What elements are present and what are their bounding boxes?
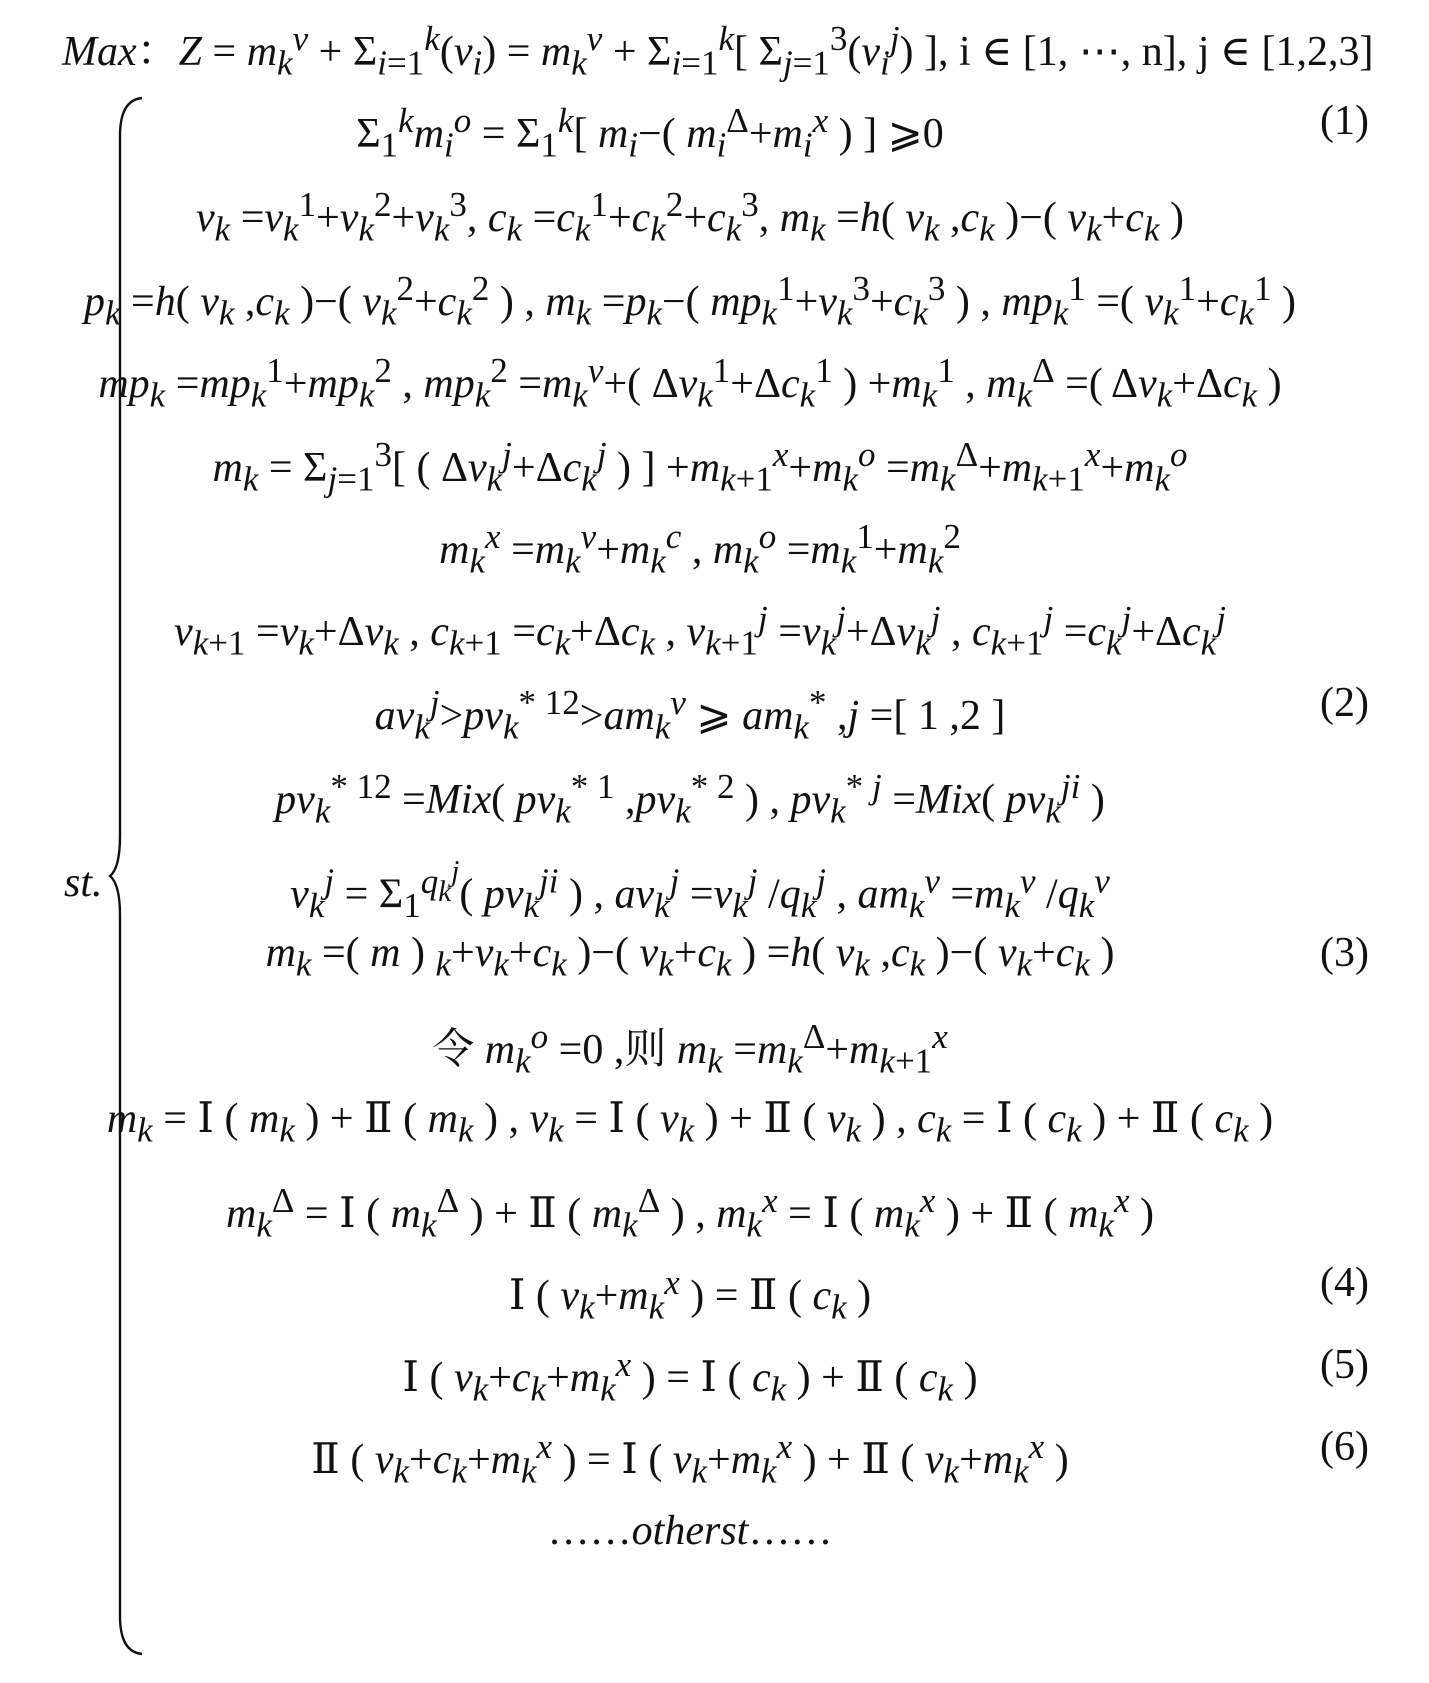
equation-number-2: (2) [1320, 680, 1369, 726]
constraint-3: $p_k =h$( $v_k$ $,c_k$ )−( $v_k^2+c_k^2$ ) , $m_k =p_k-$( $mp_k^1+v_k^3+c_k^3$ ) , $mp_k^1$ =( $v_k^1+c_k^1$ ) [83, 269, 1297, 333]
subject-to-label: st. [64, 860, 103, 906]
equation-number-3: (3) [1320, 930, 1369, 976]
constraint-14: $m_k^\Delta$ = Ⅰ ( $m_k^\Delta$ ) + Ⅱ ( $m_k^\Delta$ ) , $m_k^x$ = Ⅰ ( $m_k^x$ ) + Ⅱ ( $m_k^x$ ) [226, 1181, 1154, 1245]
objective-max: Max [62, 29, 137, 75]
objective-function: Max：$Z = m_k^v + \Sigma_{i=1}^k(v_i) = m_k^v + \Sigma_{i=1}^k$[ $\Sigma_{j=1}^3(v_i^j)$ ], i ∈ [1, ⋯, n], j ∈ [1,2,3] [62, 19, 1374, 83]
constraint-9: $pv_k^{* 12} =Mix$( $pv_k^{* 1}$ $,pv_k^{* 2}$ ) , $pv_k^{* j} =Mix$( $pv_k^{ji}$ ) [275, 767, 1105, 831]
constraint-8: $av_k^j>pv_k^{* 12}>am_k^v$ ⩾ $am_k^*$ ,j =[ 1 ,2 ] [374, 683, 1006, 747]
constraint-11: $m_k$ =( m ) $_k+v_k+c_k$ )−( $v_k+c_k$ ) =h( $v_k$ $,c_k$ )−( $v_k+c_k$ ) [265, 930, 1115, 984]
constraint-10: $v_k^j = \Sigma_1^{q_k^j}$( $pv_k^{ji}$ ) , $av_k^j =v_k^j$ $/q_k^j$ , $am_k^v =m_k^v$ $/q_k^v$ [290, 855, 1110, 926]
objective-index-ranges: , i ∈ [1, ⋯, n], j ∈ [1,2,3] [938, 29, 1374, 75]
constraint-6: $m_k^x =m_k^v+m_k^c$ , $m_k^o =m_k^1+m_k^2$ [439, 517, 961, 581]
constraint-13: $m_k$ = Ⅰ ( $m_k$ ) + Ⅱ ( $m_k$ ) , $v_k$ = Ⅰ ( $v_k$ ) + Ⅱ ( $v_k$ ) , $c_k$ = Ⅰ ( $c_k$ ) + Ⅱ ( $c_k$ ) [106, 1096, 1274, 1150]
constraint-5: $m_k = \Sigma_{j=1}^3$[ ( $\Delta v_k^j+\Delta c_k^j$ ) ] $+m_{k+1}^x+m_k^o =m_k^\Delta+m_{k+1}^x+m_k^o$ [212, 435, 1188, 499]
constraint-1: $\Sigma_1^km_i^o = \Sigma_1^k$[ $m_i-$( $m_i^\Delta+m_i^x$ ) ] ⩾0 [356, 101, 944, 165]
constraint-12: 令 $m_k^o =0$ ,则 $m_k =m_k^\Delta+m_{k+1}^x$ [432, 1017, 948, 1081]
constraint-16: Ⅰ ( $v_k+c_k+m_k^x$ ) = Ⅰ ( $c_k$ ) + Ⅱ ( $c_k$ ) [402, 1345, 978, 1409]
equation-number-1: (1) [1320, 98, 1369, 144]
equation-number-6: (6) [1320, 1424, 1369, 1470]
constraint-4: $mp_k =mp_k^1+mp_k^2$ , $mp_k^2 =m_k^v+$( $\Delta v_k^1+\Delta c_k^1$ ) $+m_k^1$ , $m_k^\Delta$ =( $\Delta v_k+\Delta c_k$ ) [98, 351, 1282, 415]
equation-number-4: (4) [1320, 1260, 1369, 1306]
constraint-7: $v_{k+1} =v_k+\Delta v_k$ , $c_{k+1} =c_k+\Delta c_k$ , $v_{k+1}^j =v_k^j+\Delta v_k^j$ , $c_{k+1}^j =c_k^j+\Delta c_k^j$ [174, 599, 1226, 663]
constraint-17: Ⅱ ( $v_k+c_k+m_k^x$ ) = Ⅰ ( $v_k+m_k^x$ ) + Ⅱ ( $v_k+m_k^x$ ) [311, 1427, 1069, 1491]
constraint-others: ……otherst…… [547, 1508, 833, 1554]
equation-number-5: (5) [1320, 1342, 1369, 1388]
constraint-2: $v_k =v_k^1+v_k^2+v_k^3$, $c_k =c_k^1+c_k^2+c_k^3$, $m_k =h$( $v_k$ $,c_k$ )−( $v_k+c_k$ ) [196, 185, 1184, 249]
constraint-15: Ⅰ ( $v_k+m_k^x$ ) = Ⅱ ( $c_k$ ) [508, 1263, 872, 1327]
